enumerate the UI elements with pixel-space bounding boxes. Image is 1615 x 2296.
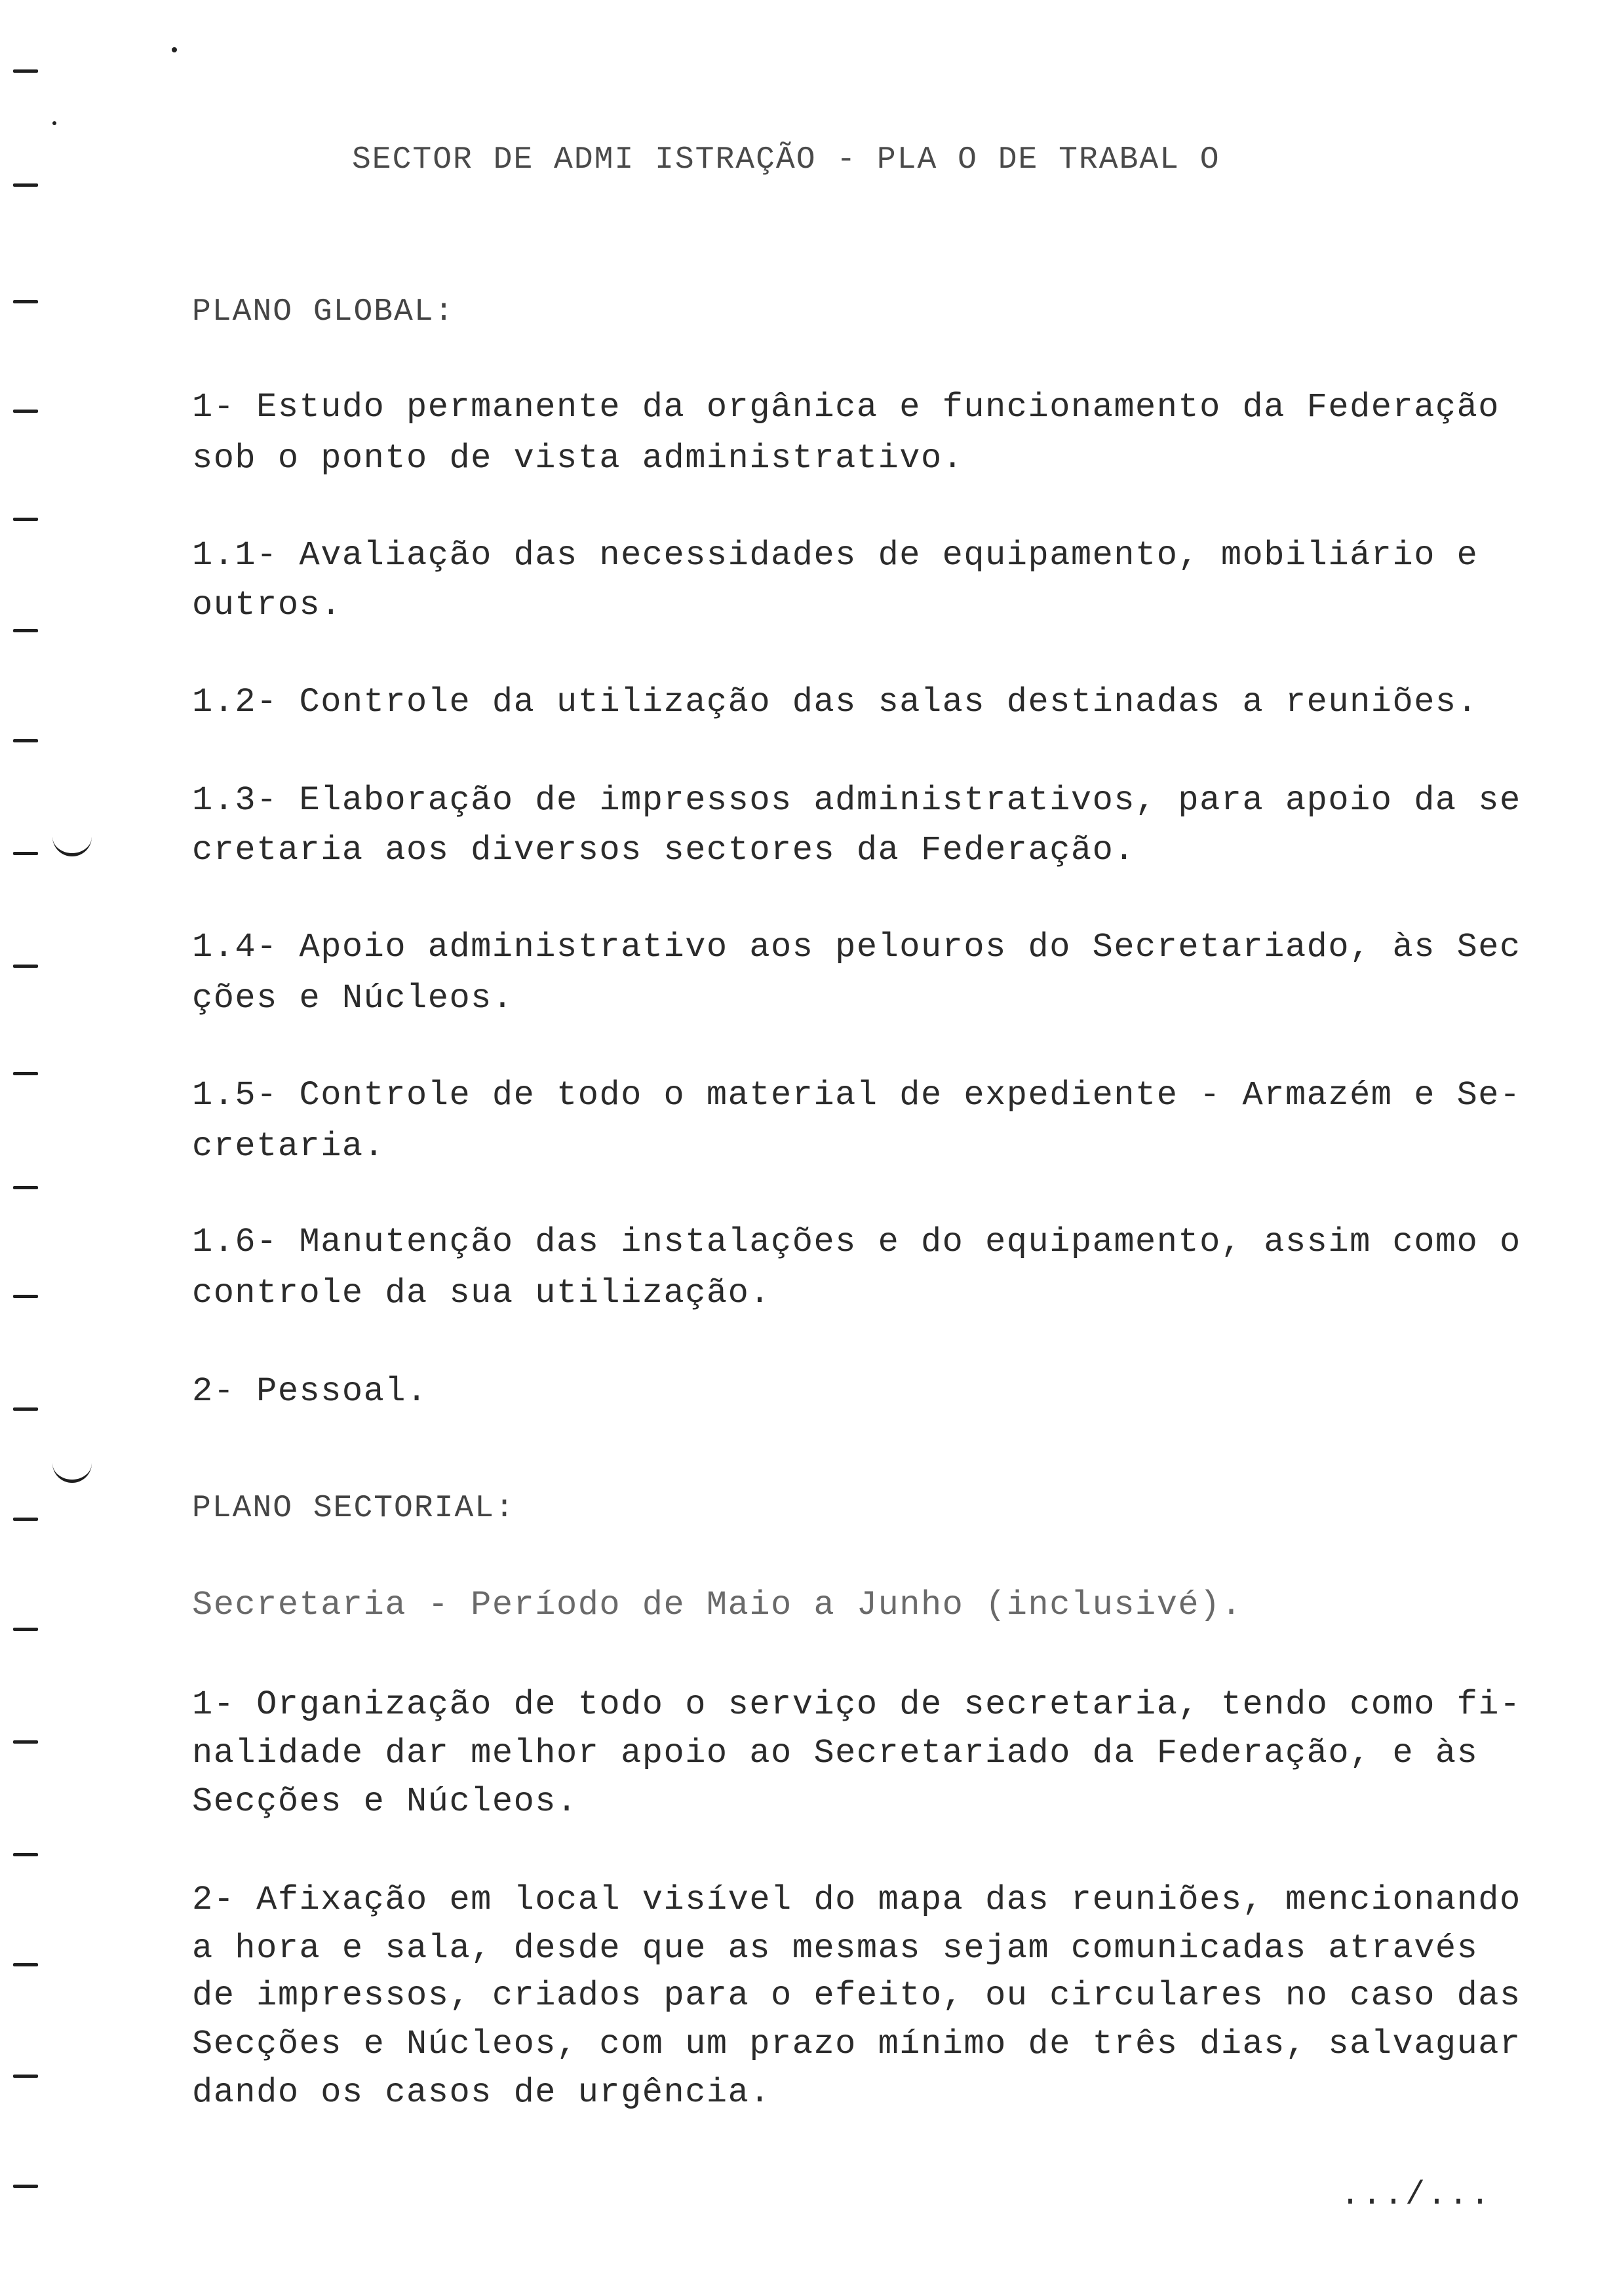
global-item-1-4-line-1: 1.4- Apoio administrativo aos pelouros do Secretariado, às Sec — [192, 928, 1521, 966]
continuation-marker: .../... — [1340, 2177, 1492, 2214]
sectoral-item-2-line-4: Secções e Núcleos, com um prazo mínimo de três dias, salvaguar — [192, 2025, 1521, 2063]
global-plan-heading: PLANO GLOBAL: — [192, 294, 455, 330]
global-item-1-line-1: 1- Estudo permanente da orgânica e funcionamento da Federação — [192, 388, 1500, 427]
margin-tick — [13, 629, 38, 632]
sectoral-item-2-line-3: de impressos, criados para o efeito, ou circulares no caso das — [192, 1976, 1521, 2015]
margin-tick — [13, 1740, 38, 1744]
global-item-2-line-1: 2- Pessoal. — [192, 1372, 428, 1411]
global-item-1-6-line-2: controle da sua utilização. — [192, 1274, 771, 1312]
sectoral-item-1-line-3: Secções e Núcleos. — [192, 1782, 578, 1821]
scan-speck — [52, 121, 56, 125]
margin-tick — [13, 1072, 38, 1075]
sectoral-item-1-line-2: nalidade dar melhor apoio ao Secretariado da Federação, e às — [192, 1734, 1479, 1772]
margin-tick — [13, 69, 38, 73]
margin-tick — [13, 1295, 38, 1298]
margin-tick — [13, 183, 38, 187]
global-item-1-2-line-1: 1.2- Controle da utilização das salas destinadas a reuniões. — [192, 683, 1479, 721]
margin-tick — [13, 518, 38, 521]
margin-tick — [13, 852, 38, 855]
scan-speck — [172, 47, 177, 52]
margin-tick — [13, 1518, 38, 1521]
margin-curve — [52, 827, 92, 856]
sectoral-item-2-line-1: 2- Afixação em local visível do mapa das reuniões, mencionando — [192, 1881, 1521, 1919]
margin-tick — [13, 1963, 38, 1966]
margin-tick — [13, 1853, 38, 1856]
margin-tick — [13, 1407, 38, 1411]
sectoral-subheading: Secretaria - Período de Maio a Junho (inclusivé). — [192, 1586, 1243, 1624]
sectoral-item-2-line-2: a hora e sala, desde que as mesmas sejam comunicadas através — [192, 1929, 1479, 1968]
global-item-1-5-line-1: 1.5- Controle de todo o material de expediente - Armazém e Se- — [192, 1076, 1521, 1115]
global-item-1-3-line-2: cretaria aos diversos sectores da Federação. — [192, 831, 1136, 870]
global-item-1-6-line-1: 1.6- Manutenção das instalações e do equipamento, assim como o — [192, 1223, 1521, 1261]
margin-tick — [13, 739, 38, 742]
global-item-1-4-line-2: ções e Núcleos. — [192, 979, 514, 1018]
sectoral-plan-heading: PLANO SECTORIAL: — [192, 1491, 515, 1526]
document-title: SECTOR DE ADMI ISTRAÇÃO - PLA O DE TRABAL O — [352, 142, 1220, 178]
sectoral-item-2-line-5: dando os casos de urgência. — [192, 2073, 771, 2112]
sectoral-item-1-line-1: 1- Organização de todo o serviço de secretaria, tendo como fi- — [192, 1685, 1521, 1724]
margin-tick — [13, 300, 38, 303]
margin-curve — [52, 1453, 92, 1483]
margin-tick — [13, 2185, 38, 2188]
margin-tick — [13, 965, 38, 968]
margin-tick — [13, 2075, 38, 2078]
margin-tick — [13, 1186, 38, 1189]
global-item-1-1-line-1: 1.1- Avaliação das necessidades de equipamento, mobiliário e — [192, 536, 1479, 575]
global-item-1-line-2: sob o ponto de vista administrativo. — [192, 439, 964, 478]
global-item-1-3-line-1: 1.3- Elaboração de impressos administrativos, para apoio da se — [192, 781, 1521, 820]
margin-tick — [13, 1628, 38, 1631]
global-item-1-1-line-2: outros. — [192, 586, 342, 624]
margin-tick — [13, 410, 38, 413]
global-item-1-5-line-2: cretaria. — [192, 1127, 385, 1166]
